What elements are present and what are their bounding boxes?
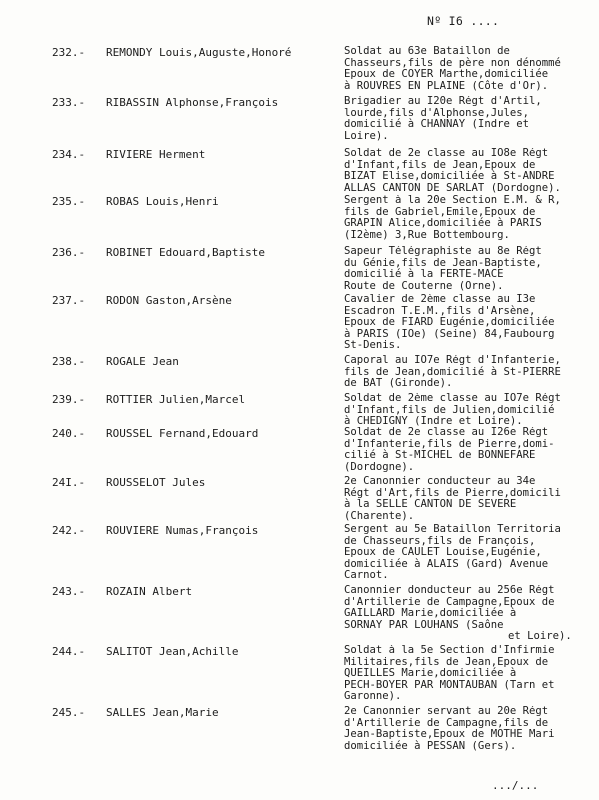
person-name: RIBASSIN Alphonse,François bbox=[106, 96, 279, 109]
description-line: Soldat de 2ème classe au IO7e Régt bbox=[344, 393, 561, 404]
description-line: ALLAS CANTON DE SARLAT (Dordogne). bbox=[344, 181, 561, 194]
description-line: domicilié à CHANNAY (Indre et bbox=[344, 118, 529, 131]
description-line: GAILLARD Marie,domiciliée à bbox=[344, 607, 517, 620]
description-line: St-Denis. bbox=[344, 339, 402, 352]
entry-description bbox=[344, 355, 599, 390]
description-line: Epoux de CAULET Louise,Eugénie, bbox=[344, 546, 542, 559]
description-line: Militaires,fils de Jean,Epoux de bbox=[344, 655, 549, 668]
description-line: d'Infant,fils de Julien,domicilié bbox=[344, 403, 555, 416]
person-name: RODON Gaston,Arsène bbox=[106, 294, 232, 307]
description-line: à ROUVRES EN PLAINE (Côte d'Or). bbox=[344, 79, 549, 92]
description-line: Epoux de FIARD Eugénie,domiciliée bbox=[344, 316, 555, 329]
description-line: Garonne). bbox=[344, 690, 402, 703]
description-line: 2e Canonnier servant au 20e Régt bbox=[344, 706, 549, 717]
description-line: GRAPIN Alice,domiciliée à PARIS bbox=[344, 217, 542, 230]
description-line: Cavalier de 2ème classe au I3e bbox=[344, 294, 536, 305]
entry-number: 240.- bbox=[52, 427, 86, 440]
person-name: ROZAIN Albert bbox=[106, 585, 193, 598]
description-line: cilié à St-MICHEL de BONNEFARE bbox=[344, 449, 536, 462]
person-name: ROTTIER Julien,Marcel bbox=[106, 393, 246, 406]
description-line: Soldat de 2e classe au I26e Régt bbox=[344, 427, 549, 438]
description-line: Soldat au 63e Bataillon de bbox=[344, 46, 510, 57]
entry-number: 234.- bbox=[52, 148, 86, 161]
entry-number: 232.- bbox=[52, 46, 86, 59]
person-name: ROUSSEL Fernand,Edouard bbox=[106, 427, 259, 440]
entry-description bbox=[344, 645, 599, 703]
entry-description bbox=[344, 524, 599, 582]
person-name: REMONDY Louis,Auguste,Honoré bbox=[106, 46, 292, 59]
person-name: ROGALE Jean bbox=[106, 355, 179, 368]
entry-number: 238.- bbox=[52, 355, 86, 368]
description-line: et Loire). bbox=[508, 630, 572, 643]
person-name: ROUVIERE Numas,François bbox=[106, 524, 259, 537]
entry-description bbox=[344, 585, 599, 643]
description-line: du Génie,fils de Jean-Baptiste, bbox=[344, 256, 542, 269]
entry-number: 24I.- bbox=[52, 476, 86, 489]
description-line: d'Artillerie de Campagne,Epoux de bbox=[344, 595, 555, 608]
person-name: ROBAS Louis,Henri bbox=[106, 195, 219, 208]
description-line: Sapeur Télégraphiste au 8e Régt bbox=[344, 246, 542, 257]
description-line: BIZAT Elise,domiciliée à St-ANDRE bbox=[344, 170, 555, 183]
entry-description bbox=[344, 294, 599, 352]
entry-number: 233.- bbox=[52, 96, 86, 109]
description-line: domiciliée à ALAIS (Gard) Avenue bbox=[344, 557, 549, 570]
description-line: Sergent au 5e Bataillon Territoria bbox=[344, 524, 561, 535]
entry-description bbox=[344, 96, 599, 142]
description-line: Chasseurs,fils de père non dénommé bbox=[344, 56, 561, 69]
description-line: lourde,fils d'Alphonse,Jules, bbox=[344, 106, 529, 119]
continuation-marker: .../... bbox=[492, 779, 539, 792]
description-line: SORNAY PAR LOUHANS (Saône bbox=[344, 618, 504, 631]
entry-description bbox=[344, 393, 599, 428]
description-line: Escadron T.E.M.,fils d'Arsène, bbox=[344, 304, 536, 317]
entry-number: 236.- bbox=[52, 246, 86, 259]
entry-number: 244.- bbox=[52, 645, 86, 658]
entry-number: 245.- bbox=[52, 706, 86, 719]
description-line: (Charente). bbox=[344, 509, 415, 522]
description-line: Brigadier au I20e Régt d'Artil, bbox=[344, 96, 542, 107]
description-line: Canonnier donducteur au 256e Régt bbox=[344, 585, 555, 596]
entry-number: 237.- bbox=[52, 294, 86, 307]
page-number: Nº I6 .... bbox=[427, 14, 500, 28]
description-line: Soldat à la 5e Section d'Infirmie bbox=[344, 645, 555, 656]
description-line: Carnot. bbox=[344, 569, 389, 582]
description-line: 2e Canonnier conducteur au 34e bbox=[344, 476, 536, 487]
entry-number: 239.- bbox=[52, 393, 86, 406]
description-line: Route de Couterne (Orne). bbox=[344, 279, 504, 292]
entry-description bbox=[344, 476, 599, 522]
description-line: Sergent à la 20e Section E.M. & R, bbox=[344, 195, 561, 206]
description-line: à PARIS (IOe) (Seine) 84,Faubourg bbox=[344, 327, 555, 340]
description-line: d'Infant,fils de Jean,Epoux de bbox=[344, 158, 536, 171]
description-line: Régt d'Art,fils de Pierre,domicili bbox=[344, 486, 561, 499]
description-line: de Chasseurs,fils de François, bbox=[344, 534, 536, 547]
person-name: SALLES Jean,Marie bbox=[106, 706, 219, 719]
description-line: QUEILLES Marie,domiciliée à bbox=[344, 667, 517, 680]
description-line: d'Artillerie de Campagne,fils de bbox=[344, 716, 549, 729]
description-line: Caporal au IO7e Régt d'Infanterie, bbox=[344, 355, 561, 366]
entry-number: 243.- bbox=[52, 585, 86, 598]
description-line: de BAT (Gironde). bbox=[344, 377, 453, 390]
description-line: Soldat de 2e classe au IO8e Régt bbox=[344, 148, 549, 159]
entry-description bbox=[344, 195, 599, 241]
entry-description bbox=[344, 706, 599, 752]
description-line: domicilié à la FERTE-MACE bbox=[344, 268, 504, 281]
entry-number: 235.- bbox=[52, 195, 86, 208]
person-name: RIVIERE Herment bbox=[106, 148, 206, 161]
description-line: fils de Gabriel,Emile,Epoux de bbox=[344, 205, 536, 218]
description-line: domiciliée à PESSAN (Gers). bbox=[344, 739, 517, 752]
person-name: SALITOT Jean,Achille bbox=[106, 645, 239, 658]
entry-description bbox=[344, 246, 599, 292]
description-line: Jean-Baptiste,Epoux de MOTHE Mari bbox=[344, 728, 555, 741]
description-line: d'Infanterie,fils de Pierre,domi- bbox=[344, 437, 555, 450]
description-line: (I2ème) 3,Rue Bottembourg. bbox=[344, 228, 510, 241]
entry-description bbox=[344, 148, 599, 194]
description-line: PECH-BOYER PAR MONTAUBAN (Tarn et bbox=[344, 678, 555, 691]
description-line: Epoux de COYER Marthe,domiciliée bbox=[344, 68, 549, 81]
description-line: Loire). bbox=[344, 129, 389, 142]
entry-description bbox=[344, 46, 599, 92]
person-name: ROBINET Edouard,Baptiste bbox=[106, 246, 265, 259]
description-line: à la SELLE CANTON DE SEVERE bbox=[344, 498, 517, 511]
description-line: (Dordogne). bbox=[344, 460, 415, 473]
description-line: fils de Jean,domicilié à St-PIERRE bbox=[344, 365, 561, 378]
description-line: à CHEDIGNY (Indre et Loire). bbox=[344, 415, 523, 428]
entry-number: 242.- bbox=[52, 524, 86, 537]
entry-description bbox=[344, 427, 599, 473]
person-name: ROUSSELOT Jules bbox=[106, 476, 206, 489]
